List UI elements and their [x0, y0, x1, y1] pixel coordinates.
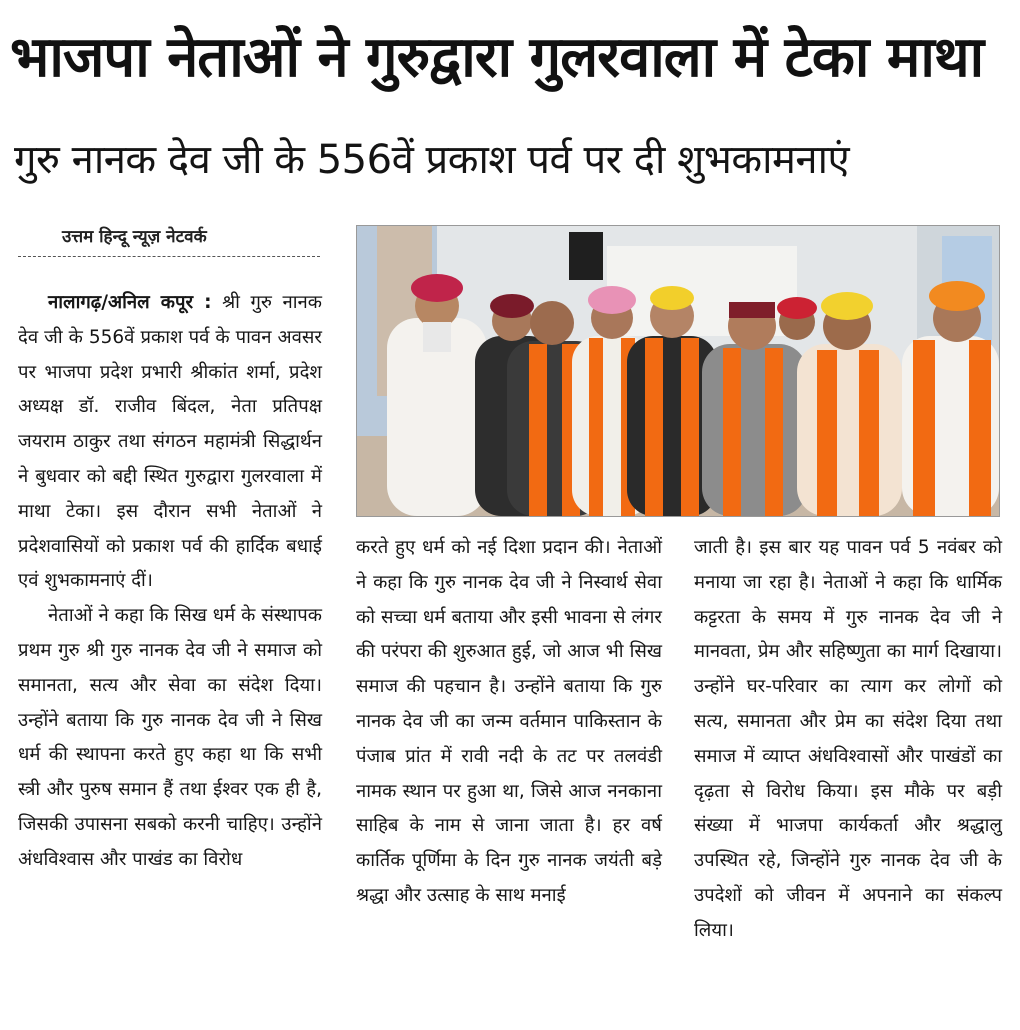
article-column-3: [694, 531, 1002, 949]
dateline: नालागढ़/अनिल कपूर :: [48, 292, 212, 313]
photo-illustration: [357, 226, 999, 516]
news-photo: [356, 225, 1000, 517]
byline: उत्तम हिन्दू न्यूज़ नेटवर्क: [62, 227, 207, 247]
article-paragraph-1: [18, 286, 322, 599]
headline: भाजपा नेताओं ने गुरुद्वारा गुलरवाला में टेका माथा: [10, 25, 984, 90]
article-paragraph-2: नेताओं ने कहा कि सिख धर्म के संस्थापक प्रथम गुरु श्री गुरु नानक देव जी ने समाज को समानता, सत्य और सेवा का संदेश दिया। उन्होंने बताया कि गुरु नानक देव जी ने सिख धर्म की स्थापना करते हुए कहा था कि सभी स्त्री और पुरुष समान हैं तथा ईश्वर एक ही है, जिसकी उपासना सबको करनी चाहिए। उन्होंने अंधविश्वास और पाखंड का विरोध: [18, 605, 322, 870]
byline-divider: [18, 256, 320, 257]
article-paragraph-4: जाती है। इस बार यह पावन पर्व 5 नवंबर को मनाया जा रहा है। नेताओं ने कहा कि धार्मिक कट्टरता के समय में गुरु नानक देव जी ने मानवता, प्रेम और सहिष्णुता का मार्ग दिखाया। उन्होंने घर-परिवार का त्याग कर लोगों को सत्य, समानता और प्रेम का संदेश दिया तथा समाज में व्याप्त अंधविश्वासों और पाखंडों का दृढ़ता से विरोध किया। इस मौके पर बड़ी संख्या में भाजपा कार्यकर्ता और श्रद्धालु उपस्थित रहे, जिन्होंने गुरु नानक देव जी के उपदेशों को जीवन में अपनाने का संकल्प लिया।: [694, 537, 1002, 941]
paragraph-text: श्री गुरु नानक देव जी के 556वें प्रकाश पर्व के पावन अवसर पर भाजपा प्रदेश प्रभारी श्रीकांत शर्मा, प्रदेश अध्यक्ष डॉ. राजीव बिंदल, नेता प्रतिपक्ष जयराम ठाकुर तथा संगठन महामंत्री सिद्धार्थन ने बुधवार को बद्दी स्थित गुरुद्वारा गुलरवाला में माथा टेका। इस दौरान सभी नेताओं ने प्रदेशवासियों को प्रकाश पर्व की हार्दिक बधाई एवं शुभकामनाएं दीं।: [18, 292, 322, 592]
article-column-2: [356, 531, 662, 914]
article-paragraph-3: करते हुए धर्म को नई दिशा प्रदान की। नेताओं ने कहा कि गुरु नानक देव जी ने निस्वार्थ सेवा को सच्चा धर्म बताया और इसी भावना से लंगर की परंपरा की शुरुआत हुई, जो आज भी सिख समाज की पहचान है। उन्होंने बताया कि गुरु नानक देव जी का जन्म वर्तमान पाकिस्तान के पंजाब प्रांत में रावी नदी के तट पर तलवंडी नामक स्थान पर हुआ था, जिसे आज ननकाना साहिब के नाम से जाना जाता है। हर वर्ष कार्तिक पूर्णिमा के दिन गुरु नानक जयंती बड़े श्रद्धा और उत्साह के साथ मनाई: [356, 537, 662, 906]
subheadline: गुरु नानक देव जी के 556वें प्रकाश पर्व पर दी शुभकामनाएं: [14, 137, 850, 183]
article-column-1: [18, 286, 322, 878]
